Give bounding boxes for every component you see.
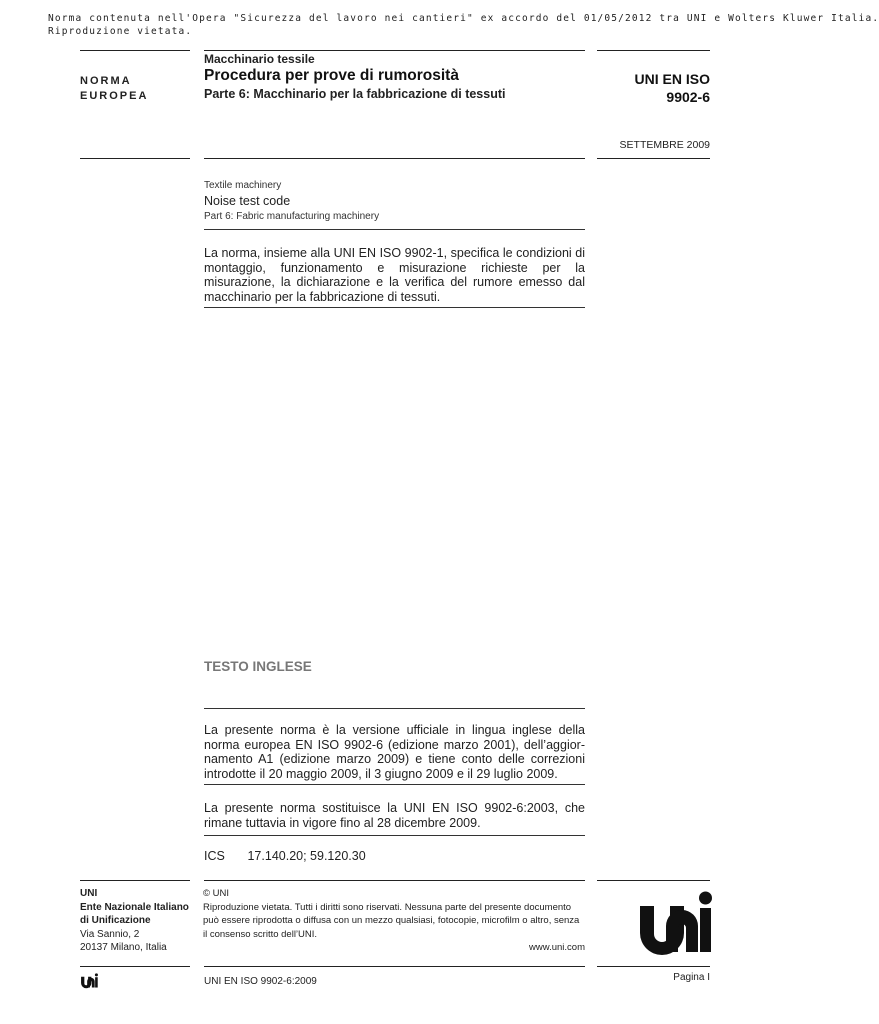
standard-code: [635, 70, 710, 106]
ics-line: [204, 849, 366, 863]
english-title-rule: [204, 229, 585, 230]
copyright-block: [203, 887, 585, 941]
publisher-info: [80, 887, 189, 955]
testo-inglese-heading: TESTO INGLESE: [204, 659, 312, 674]
version-note: La presente norma è la versione ufficiale in lingua inglese della norma europea EN ISO 9902-6 (edizione marzo 2001), dell’aggior-namento A1 (edizione marzo 2009) e tiene conto delle correzioni introdotte il 20 maggio 2009, il 3 giugno 2009 e il 29 luglio 2009.: [204, 723, 585, 782]
bottom-rule-left: [80, 966, 190, 967]
copyright-notice-line-2: Riproduzione vietata.: [48, 26, 193, 37]
version-note-top-rule: [204, 708, 585, 709]
section-rule-left: [80, 158, 190, 159]
norma-europea-label: [80, 74, 148, 104]
english-subject: Textile machinery: [204, 180, 282, 191]
version-note-rule: [204, 784, 585, 785]
publisher-name: UNI: [80, 888, 98, 899]
publisher-full-name-1: Ente Nazionale Italiano: [80, 901, 189, 913]
replaces-note: La presente norma sostituisce la UNI EN ISO 9902-6:2003, che rimane tuttavia in vigore fino al 28 dicembre 2009.: [204, 801, 585, 830]
ics-label: ICS: [204, 849, 225, 863]
standard-title: Procedura per prove di rumorosità: [204, 67, 459, 84]
standard-code-line-1: UNI EN ISO: [634, 71, 710, 87]
header-top-rule-left: [80, 50, 190, 51]
publisher-full-name-2: di Unificazione: [80, 915, 151, 926]
copyright-notice: [48, 12, 879, 38]
abstract-text: La norma, insieme alla UNI EN ISO 9902-1, specifica le condizioni di montaggio, funzionamento e misurazione richieste per la misurazione, la dichiarazione e la verifica del rumore emesso dal macchinario per la fabbricazione di tessuti.: [204, 246, 585, 305]
date-rule: [597, 158, 710, 159]
standard-subject: Macchinario tessile: [204, 52, 315, 66]
ics-codes: 17.140.20; 59.120.30: [247, 849, 366, 863]
footer-rule-right: [597, 880, 710, 881]
english-part: Part 6: Fabric manufacturing machinery: [204, 211, 380, 222]
rights-statement: Riproduzione vietata. Tutti i diritti sono riservati. Nessuna parte del presente documento può essere riprodotta o diffusa con un mezzo qualsiasi, fotocopie, microfilm o altro, senza il consenso scritto dell’UNI.: [203, 901, 580, 940]
english-title: Noise test code: [204, 194, 291, 208]
standard-code-line-2: 9902-6: [666, 89, 710, 105]
uni-logo-small: [80, 973, 99, 988]
publisher-address-1: Via Sannio, 2: [80, 928, 140, 940]
publication-date: SETTEMBRE 2009: [619, 139, 710, 151]
norma-label: NORMA: [80, 75, 132, 87]
uni-logo: [638, 890, 714, 954]
replaces-note-rule: [204, 835, 585, 836]
footer-rule-left: [80, 880, 190, 881]
footer-document-code: UNI EN ISO 9902-6:2009: [204, 976, 317, 987]
header-top-rule-main: [204, 50, 585, 51]
publisher-address-2: 20137 Milano, Italia: [80, 942, 167, 953]
header-top-rule-right: [597, 50, 710, 51]
website-link[interactable]: www.uni.com: [529, 942, 585, 953]
europea-label: EUROPEA: [80, 90, 149, 102]
footer-rule-main: [204, 880, 585, 881]
copyright-symbol-line: © UNI: [203, 888, 229, 899]
copyright-notice-line-1: Norma contenuta nell'Opera "Sicurezza del lavoro nei cantieri" ex accordo del 01/05/2012 tra UNI e Wolters Kluwer Italia.: [48, 13, 879, 24]
bottom-rule-right: [597, 966, 710, 967]
section-rule-main: [204, 158, 585, 159]
standard-part: Parte 6: Macchinario per la fabbricazione di tessuti: [204, 87, 506, 101]
abstract-rule: [204, 307, 585, 308]
bottom-rule-main: [204, 966, 585, 967]
page-number: Pagina I: [673, 972, 710, 983]
